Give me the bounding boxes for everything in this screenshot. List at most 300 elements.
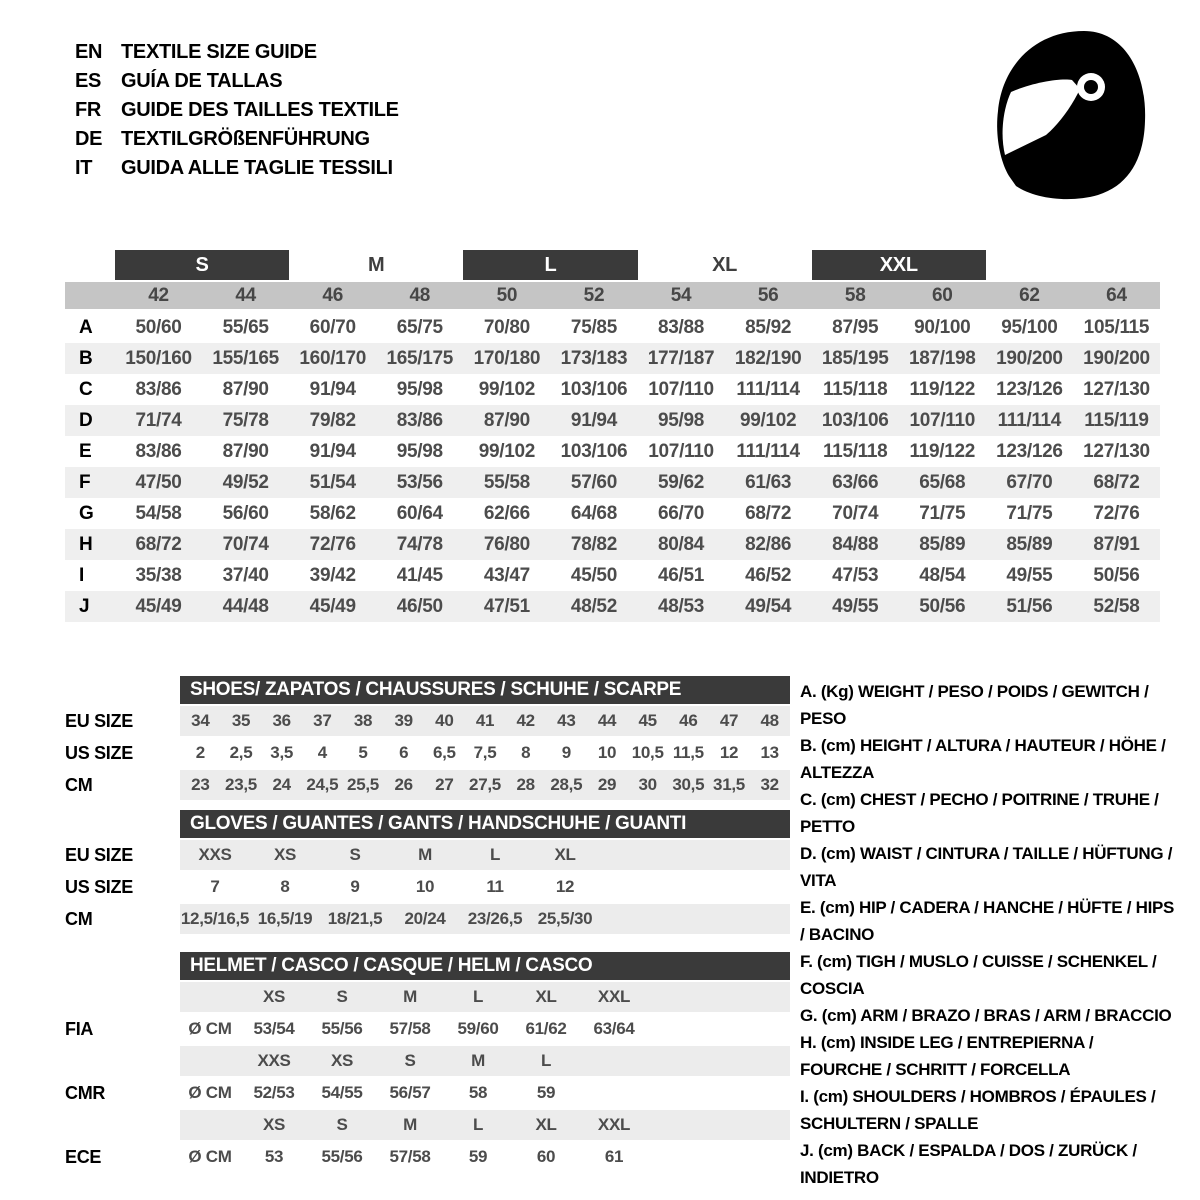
helmet-sizes-gutter [65, 1046, 180, 1076]
measure-value: 53/56 [396, 471, 443, 493]
size-number: 48 [409, 285, 431, 306]
shoes-value: 36 [272, 711, 291, 730]
helmet-size-label: S [404, 1051, 416, 1070]
shoes-row [65, 706, 795, 736]
helmet-values-row [65, 1078, 795, 1108]
measure-value: 79/82 [309, 409, 356, 431]
size-row-corner [65, 282, 115, 309]
helmet-unit: Ø CM [188, 1147, 232, 1166]
measure-value: 49/52 [222, 471, 269, 493]
measure-value: 39/42 [309, 564, 356, 586]
helmet-value: 58 [468, 1083, 488, 1102]
measure-value: 165/175 [386, 347, 454, 369]
measure-value: 68/72 [135, 533, 182, 555]
measure-value: 95/98 [396, 378, 443, 400]
shoes-value: 23,5 [225, 775, 257, 794]
helmet-sizes [180, 982, 790, 1012]
measure-value: 83/86 [396, 409, 443, 431]
measure-value: 67/70 [1006, 471, 1053, 493]
legend-item: I. (cm) SHOULDERS / HOMBROS / ÉPAULES / SCHULTERN / SPALLE [800, 1087, 1156, 1133]
measure-value: 115/119 [1084, 409, 1149, 431]
shoes-value: 41 [475, 711, 495, 730]
measure-value: 107/110 [648, 440, 714, 462]
measure-value: 61/63 [745, 471, 792, 493]
helmet-sizes-gutter [65, 1110, 180, 1140]
helmet-sizes-row [65, 1110, 795, 1140]
measure-value: 50/56 [1093, 564, 1140, 586]
helmet-unit: Ø CM [188, 1083, 232, 1102]
measure-value: 85/89 [1006, 533, 1053, 555]
measure-value: 70/80 [483, 316, 530, 338]
measure-value: 190/200 [1083, 347, 1150, 369]
helmet-sizes [180, 1110, 790, 1140]
measure-value: 87/90 [483, 409, 530, 431]
measure-value: 60/70 [309, 316, 356, 338]
helmet-size-label: XL [535, 987, 557, 1006]
measure-value: 51/56 [1006, 595, 1053, 617]
size-number: 52 [583, 285, 605, 306]
shoes-value: 28 [516, 775, 535, 794]
measure-value: 48/53 [658, 595, 705, 617]
measure-value: 99/102 [478, 378, 536, 400]
measure-value: 91/94 [309, 440, 356, 462]
shoes-value: 25,5 [347, 775, 379, 794]
helmet-values-row [65, 1014, 795, 1044]
language-item [75, 67, 399, 96]
measure-value: 91/94 [570, 409, 617, 431]
helmet-value: 57/58 [389, 1019, 431, 1038]
measure-value: 87/95 [832, 316, 879, 338]
language-title: TEXTILE SIZE GUIDE [121, 41, 317, 63]
measure-row [65, 467, 1160, 498]
measure-value: 123/126 [996, 440, 1063, 462]
measure-value: 43/47 [483, 564, 530, 586]
measure-value: 83/86 [135, 378, 182, 400]
helmet-title-gutter [65, 952, 180, 980]
measure-value: 45/49 [309, 595, 356, 617]
helmet-size-label: S [336, 987, 348, 1006]
size-number: 44 [235, 285, 256, 306]
helmet-value: 59 [536, 1083, 556, 1102]
gloves-value: 25,5/30 [537, 909, 593, 928]
helmet-sizes [180, 1046, 790, 1076]
size-number: 58 [844, 285, 866, 306]
helmet-size-label: L [540, 1051, 552, 1070]
language-item [75, 96, 399, 125]
measure-letter: A [79, 316, 93, 338]
legend-item: C. (cm) CHEST / PECHO / POITRINE / TRUHE / PETTO [800, 790, 1159, 836]
measure-value: 160/170 [299, 347, 366, 369]
measure-value: 78/82 [570, 533, 617, 555]
measure-value: 83/88 [658, 316, 705, 338]
size-number: 50 [496, 285, 518, 306]
helmet-sizes-row [65, 982, 795, 1012]
measure-value: 75/85 [570, 316, 617, 338]
helmet-unit: Ø CM [188, 1019, 232, 1038]
helmet-size-label: XXS [257, 1051, 291, 1070]
shoes-value: 10,5 [631, 743, 664, 762]
size-number: 42 [148, 285, 169, 306]
gloves-value: 12 [555, 877, 575, 896]
measure-value: 46/51 [658, 564, 705, 586]
shoes-row-values [180, 770, 790, 800]
measure-value: 90/100 [914, 316, 971, 338]
measure-value: 74/78 [396, 533, 443, 555]
shoes-title-gutter [65, 676, 180, 704]
measure-value: 111/114 [736, 378, 800, 400]
helmet-value: 59/60 [457, 1019, 499, 1038]
measure-row [65, 591, 1160, 622]
measure-value: 103/106 [821, 409, 889, 431]
size-number-row [65, 282, 1160, 309]
measure-value: 185/195 [821, 347, 889, 369]
helmet-value: 63/64 [593, 1019, 635, 1038]
main-size-table [65, 250, 1160, 622]
measure-value: 66/70 [658, 502, 705, 524]
measure-value: 91/94 [309, 378, 356, 400]
shoes-value: 44 [597, 711, 617, 730]
measure-value: 190/200 [996, 347, 1063, 369]
shoes-value: 34 [191, 711, 210, 730]
measure-value: 103/106 [560, 440, 628, 462]
helmet-size-label: XXL [597, 987, 631, 1006]
helmet-sizes-row [65, 1046, 795, 1076]
legend-item: G. (cm) ARM / BRAZO / BRAS / ARM / BRACCIO [800, 1006, 1172, 1025]
gloves-row [65, 904, 795, 934]
gloves-value: XXS [198, 845, 232, 864]
measure-value: 56/60 [222, 502, 269, 524]
helmet-values [180, 1142, 790, 1172]
measure-letter: H [79, 533, 93, 555]
measure-value: 44/48 [222, 595, 269, 617]
measure-value: 70/74 [222, 533, 269, 555]
helmet-size-label: XS [262, 987, 286, 1006]
measure-value: 182/190 [734, 347, 802, 369]
helmet-value: 61/62 [525, 1019, 567, 1038]
measure-value: 41/45 [396, 564, 443, 586]
gloves-value: M [418, 845, 432, 864]
helmet-size-label: L [472, 987, 484, 1006]
size-number: 46 [322, 285, 343, 306]
gloves-value: 11 [486, 877, 504, 896]
shoes-row-label: CM [65, 775, 93, 795]
helmet-size-label: M [403, 987, 417, 1006]
helmet-table [65, 952, 795, 1172]
shoes-value: 5 [358, 743, 368, 762]
shoes-row [65, 738, 795, 768]
measure-value: 50/56 [919, 595, 966, 617]
measure-value: 127/130 [1083, 440, 1150, 462]
shoes-value: 30 [638, 775, 657, 794]
language-code: DE [75, 128, 103, 150]
measure-value: 107/110 [909, 409, 976, 431]
measure-value: 48/54 [919, 564, 966, 586]
measure-value: 80/84 [658, 533, 705, 555]
size-group-label: XXL [812, 250, 986, 280]
helmet-size-label: M [471, 1051, 485, 1070]
shoes-value: 2 [195, 743, 205, 762]
language-code: IT [75, 157, 93, 179]
shoes-row-values [180, 706, 790, 736]
gloves-value: XS [273, 845, 297, 864]
shoes-value: 10 [597, 743, 617, 762]
legend-item: D. (cm) WAIST / CINTURA / TAILLE / HÜFTUNG / VITA [800, 844, 1173, 890]
shoes-value: 8 [521, 743, 531, 762]
gloves-row-values [180, 840, 790, 870]
measure-value: 68/72 [745, 502, 792, 524]
helmet-standard-label: FIA [65, 1019, 94, 1039]
language-title: GUIDE DES TAILLES TEXTILE [121, 99, 399, 121]
helmet-standard-label: CMR [65, 1083, 106, 1103]
measure-value: 119/122 [909, 440, 976, 462]
language-code: FR [75, 99, 102, 121]
gloves-value: 9 [350, 877, 360, 896]
gloves-title-gutter [65, 810, 180, 838]
language-code: EN [75, 41, 103, 63]
shoes-row-label: US SIZE [65, 743, 133, 763]
gloves-value: 12,5/16,5 [180, 909, 250, 928]
measure-value: 99/102 [739, 409, 797, 431]
measure-value: 49/54 [745, 595, 792, 617]
gloves-body [65, 840, 795, 934]
measure-value: 155/165 [212, 347, 279, 369]
measure-value: 48/52 [570, 595, 617, 617]
measure-value: 58/62 [309, 502, 356, 524]
helmet-value: 53/54 [253, 1019, 295, 1038]
shoes-value: 43 [557, 711, 576, 730]
measure-value: 107/110 [648, 378, 714, 400]
legend-item: A. (Kg) WEIGHT / PESO / POIDS / GEWITCH / PESO [800, 682, 1149, 728]
measure-value: 62/66 [483, 502, 530, 524]
helmet-value: 54/55 [321, 1083, 363, 1102]
shoes-value: 4 [317, 743, 327, 762]
main-table-body [65, 312, 1160, 622]
gloves-row-label: US SIZE [65, 877, 133, 897]
measure-value: 71/75 [1006, 502, 1053, 524]
legend-list [800, 678, 1178, 1191]
gloves-row [65, 840, 795, 870]
helmet-value: 53 [264, 1147, 284, 1166]
helmet-value: 57/58 [389, 1147, 431, 1166]
gloves-value: 16,5/19 [257, 909, 313, 928]
measure-value: 72/76 [1093, 502, 1140, 524]
shoes-row [65, 770, 795, 800]
language-title: GUÍA DE TALLAS [121, 70, 283, 92]
gloves-value: XL [554, 845, 576, 864]
measure-value: 76/80 [483, 533, 530, 555]
measure-value: 95/98 [396, 440, 443, 462]
shoes-row-values [180, 738, 790, 768]
shoes-value: 13 [760, 743, 779, 762]
language-item [75, 154, 399, 183]
measure-value: 71/75 [919, 502, 966, 524]
legend-item: B. (cm) HEIGHT / ALTURA / HAUTEUR / HÖHE / ALTEZZA [800, 736, 1166, 782]
measure-value: 47/53 [832, 564, 879, 586]
shoes-value: 27 [435, 775, 454, 794]
size-number: 54 [670, 285, 692, 306]
measure-value: 45/50 [570, 564, 617, 586]
measure-value: 50/60 [135, 316, 182, 338]
shoes-value: 48 [760, 711, 779, 730]
measure-value: 64/68 [570, 502, 617, 524]
gloves-value: 10 [415, 877, 435, 896]
legend-item: J. (cm) BACK / ESPALDA / DOS / ZURÜCK / INDIETRO [800, 1141, 1137, 1187]
gloves-row-label: CM [65, 909, 93, 929]
measure-value: 72/76 [309, 533, 356, 555]
measure-value: 95/98 [658, 409, 705, 431]
measure-letter: G [79, 502, 94, 524]
shoes-value: 27,5 [469, 775, 501, 794]
gloves-value: S [349, 845, 361, 864]
measure-letter: B [79, 347, 93, 369]
measure-value: 85/92 [745, 316, 792, 338]
helmet-value: 60 [536, 1147, 556, 1166]
measure-value: 115/118 [822, 440, 888, 462]
measure-value: 49/55 [832, 595, 879, 617]
helmet-value: 56/57 [389, 1083, 431, 1102]
helmet-values [180, 1078, 790, 1108]
helmet-value: 55/56 [321, 1019, 363, 1038]
measure-value: 105/115 [1083, 316, 1150, 338]
helmet-value: 61 [604, 1147, 624, 1166]
measure-value: 71/74 [135, 409, 182, 431]
measure-value: 65/75 [396, 316, 443, 338]
measure-value: 63/66 [832, 471, 879, 493]
measure-value: 47/50 [135, 471, 182, 493]
helmet-size-label: XS [262, 1115, 286, 1134]
shoes-value: 40 [435, 711, 454, 730]
measure-letter: E [79, 440, 92, 462]
gloves-value: 7 [210, 877, 220, 896]
measure-value: 49/55 [1006, 564, 1053, 586]
size-group-label: L [463, 250, 637, 280]
helmet-value: 52/53 [253, 1083, 295, 1102]
gloves-value: 23/26,5 [467, 909, 523, 928]
measure-value: 99/102 [478, 440, 536, 462]
shoes-value: 9 [561, 743, 571, 762]
measure-value: 87/91 [1093, 533, 1140, 555]
measure-value: 150/160 [125, 347, 192, 369]
helmet-size-label: XL [535, 1115, 557, 1134]
gloves-table [65, 810, 795, 934]
shoes-value: 37 [313, 711, 332, 730]
helmet-sizes-gutter [65, 982, 180, 1012]
shoes-value: 42 [516, 711, 535, 730]
measure-row [65, 560, 1160, 591]
measure-letter: F [79, 471, 91, 493]
shoes-value: 12 [719, 743, 739, 762]
helmet-size-label: L [472, 1115, 484, 1134]
shoes-value: 6,5 [432, 743, 456, 762]
measure-value: 87/90 [222, 378, 269, 400]
helmet-size-label: XXL [597, 1115, 631, 1134]
shoes-value: 24,5 [306, 775, 339, 794]
measure-value: 127/130 [1083, 378, 1150, 400]
measure-value: 46/52 [745, 564, 792, 586]
size-group-row [65, 250, 1160, 280]
helmet-title: HELMET / CASCO / CASQUE / HELM / CASCO [180, 952, 790, 980]
measure-value: 187/198 [908, 347, 976, 369]
helmet-values [180, 1014, 790, 1044]
shoes-value: 26 [394, 775, 413, 794]
legend-item: E. (cm) HIP / CADERA / HANCHE / HÜFTE / HIPS / BACINO [800, 898, 1175, 944]
measure-value: 111/114 [997, 409, 1062, 431]
measure-value: 173/183 [560, 347, 628, 369]
measure-value: 95/100 [1001, 316, 1058, 338]
shoes-value: 3,5 [270, 743, 294, 762]
helmet-value: 55/56 [321, 1147, 363, 1166]
measure-value: 87/90 [222, 440, 269, 462]
shoes-value: 6 [399, 743, 409, 762]
measure-value: 54/58 [135, 502, 182, 524]
measure-value: 52/58 [1093, 595, 1140, 617]
gloves-title: GLOVES / GUANTES / GANTS / HANDSCHUHE / GUANTI [180, 810, 790, 838]
shoes-value: 24 [272, 775, 291, 794]
shoes-value: 32 [760, 775, 779, 794]
measure-value: 82/86 [745, 533, 792, 555]
measure-value: 119/122 [909, 378, 976, 400]
measure-letter: D [79, 409, 93, 431]
measure-row [65, 374, 1160, 405]
size-number: 60 [932, 285, 953, 306]
gloves-row-label: EU SIZE [65, 845, 133, 865]
measure-value: 35/38 [135, 564, 182, 586]
gloves-value: 8 [280, 877, 290, 896]
measure-value: 170/180 [473, 347, 541, 369]
measure-value: 115/118 [822, 378, 888, 400]
measure-value: 103/106 [560, 378, 628, 400]
measure-value: 47/51 [483, 595, 530, 617]
measure-letter: J [79, 595, 90, 617]
shoes-body [65, 706, 795, 800]
shoes-value: 35 [231, 711, 251, 730]
helmet-value: 59 [468, 1147, 488, 1166]
size-number: 56 [757, 285, 779, 306]
shoes-value: 11,5 [672, 743, 704, 762]
equipment-size-section [65, 676, 795, 1182]
gloves-value: L [489, 845, 501, 864]
size-group-label: M [368, 254, 385, 276]
shoes-value: 28,5 [550, 775, 583, 794]
measure-value: 57/60 [570, 471, 617, 493]
measure-value: 46/50 [396, 595, 443, 617]
measure-value: 84/88 [832, 533, 879, 555]
measure-row [65, 436, 1160, 467]
size-group-label: S [115, 250, 289, 280]
shoes-value: 47 [719, 711, 739, 730]
measure-value: 111/114 [736, 440, 800, 462]
measure-letter: C [79, 378, 93, 400]
shoes-value: 45 [638, 711, 657, 730]
helmet-size-label: S [336, 1115, 348, 1134]
measure-value: 59/62 [658, 471, 705, 493]
size-number: 64 [1106, 285, 1127, 306]
language-item [75, 38, 399, 67]
measure-value: 55/65 [222, 316, 269, 338]
measure-value: 65/68 [919, 471, 966, 493]
measure-value: 37/40 [222, 564, 269, 586]
language-list [75, 38, 399, 183]
shoes-value: 38 [353, 711, 373, 730]
measure-letter: I [79, 564, 84, 586]
racing-helmet-icon [972, 25, 1164, 210]
shoes-value: 23 [191, 775, 210, 794]
measure-row [65, 343, 1160, 374]
gloves-row-values [180, 872, 790, 902]
helmet-size-label: XS [330, 1051, 354, 1070]
helmet-values-row [65, 1142, 795, 1172]
shoes-table [65, 676, 795, 800]
